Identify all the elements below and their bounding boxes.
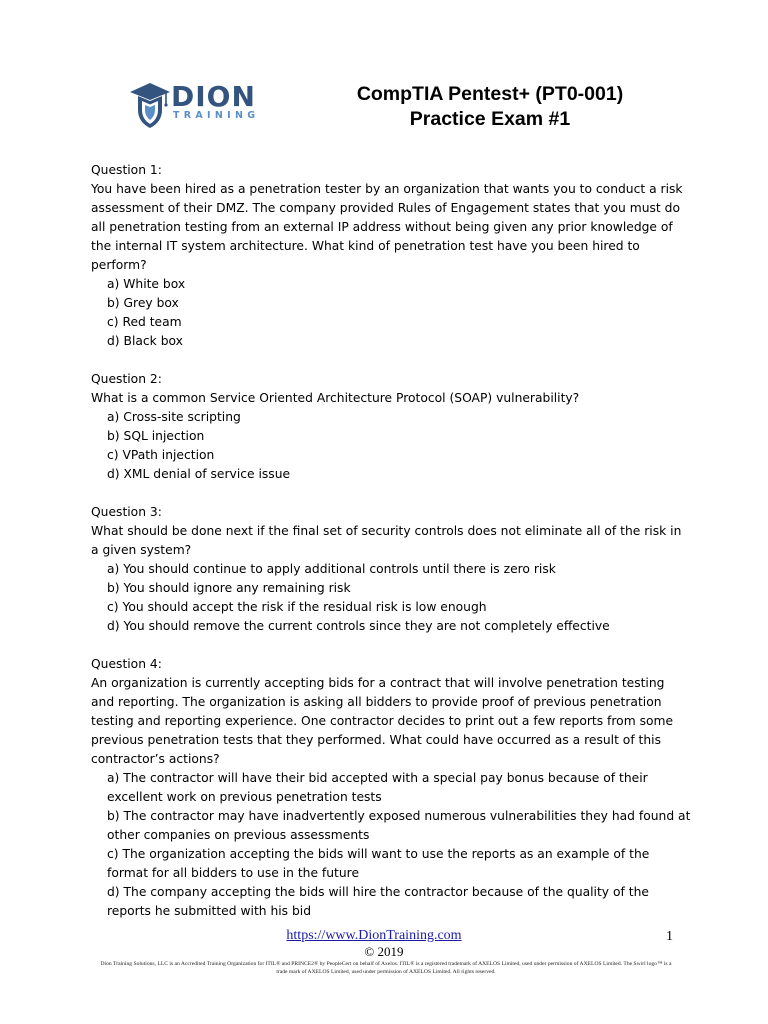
answer-option: b) Grey box [107,296,179,310]
graduation-cap-shield-icon [128,80,172,130]
answer-option: d) The company accepting the bids will hire the contractor because of the quality of the reports he submitted with his bid [107,885,649,918]
question-text: An organization is currently accepting bids for a contract that will involve penetration testing and reporting. The organization is asking all bidders to provide proof of previous penetration testing and reporting experience. One contractor decides to print out a few reports from some previous penetration tests that they performed. What could have occurred as a result of this contractor’s actions? [91,676,674,766]
trademark-disclaimer: Dion Training Solutions, LLC is an Accredited Training Organization for ITIL® and PRINCE2® by PeopleCert on behalf of Axelos. ITIL® is a registered trademark of AXELOS Limited, used under permission of AXELOS Limited. The Swirl logo™ is a trade mark of AXELOS Limited, used under permission of AXELOS Limited. All rights reserved. [100,961,672,975]
title-line-1: CompTIA Pentest+ (PT0-001) [356,83,624,105]
answer-option: a) White box [107,277,186,291]
question-label: Question 2: [91,372,162,386]
question-block [91,370,691,484]
answer-option: b) The contractor may have inadvertently exposed numerous vulnerabilities they had found at other companies on previous assessments [107,809,691,842]
logo-wordmark: DION [171,80,256,113]
question-label: Question 4: [91,657,162,671]
page-number: 1 [666,929,673,944]
title-line-2: Practice Exam #1 [409,108,571,130]
answer-option: d) XML denial of service issue [107,467,291,481]
answer-option: a) The contractor will have their bid accepted with a special pay bonus because of their excellent work on previous penetration tests [107,771,648,804]
answer-option: b) SQL injection [107,429,205,443]
website-link[interactable]: https://www.DionTraining.com [286,928,462,943]
question-text: You have been hired as a penetration tester by an organization that wants you to conduct a risk assessment of their DMZ. The company provided Rules of Engagement states that you must do all penetration testing from an external IP address without being given any prior knowledge of the internal IT system architecture. What kind of penetration test have you been hired to perform? [91,182,683,272]
question-block [91,503,691,636]
logo-subtitle: TRAINING [173,110,260,121]
dion-training-logo [128,80,258,130]
question-text: What should be done next if the final set of security controls does not eliminate all of the risk in a given system? [91,524,682,557]
answer-option: d) Black box [107,334,183,348]
copyright-notice: © 2019 [364,944,404,959]
answer-option: c) The organization accepting the bids will want to use the reports as an example of the format for all bidders to use in the future [107,847,650,880]
answer-option: c) VPath injection [107,448,215,462]
answer-option: c) Red team [107,315,182,329]
answer-option: a) Cross-site scripting [107,410,241,424]
question-label: Question 3: [91,505,162,519]
question-text: What is a common Service Oriented Architecture Protocol (SOAP) vulnerability? [91,391,580,405]
answer-option: c) You should accept the risk if the residual risk is low enough [107,600,487,614]
question-block [91,655,691,921]
answer-option: d) You should remove the current controls since they are not completely effective [107,619,610,633]
question-label: Question 1: [91,163,162,177]
answer-option: b) You should ignore any remaining risk [107,581,351,595]
questions-list [91,161,691,940]
question-block [91,161,691,351]
answer-option: a) You should continue to apply additional controls until there is zero risk [107,562,556,576]
page-title [320,82,660,132]
